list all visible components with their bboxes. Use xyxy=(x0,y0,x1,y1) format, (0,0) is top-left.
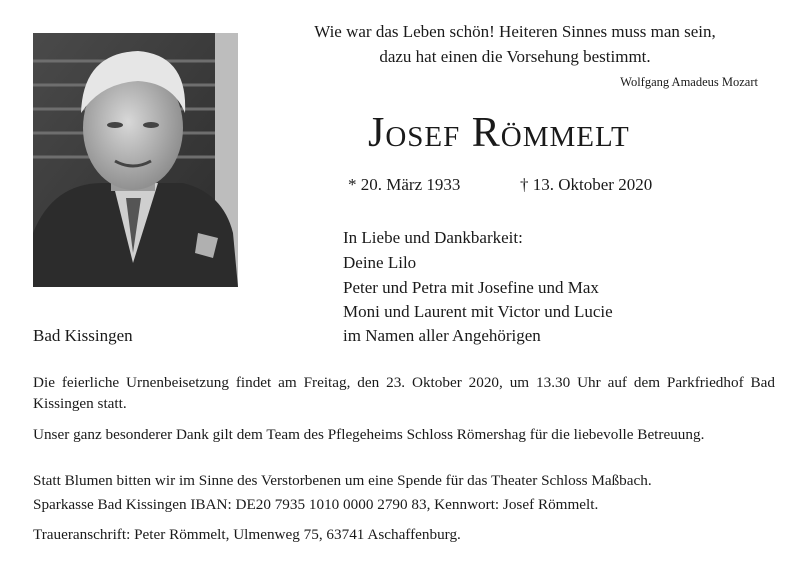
deceased-name: Josef Römmelt xyxy=(368,110,630,156)
mourning-address: Traueranschrift: Peter Römmelt, Ulmenweg 75, 63741 Aschaffenburg. xyxy=(33,526,461,543)
family-line: Peter und Petra mit Josefine und Max xyxy=(343,278,599,297)
urn-burial-notice: Die feierliche Urnenbeisetzung findet am Freitag, den 23. Oktober 2020, um 13.30 Uhr auf dem Parkfriedhof Bad Kissingen statt. xyxy=(33,374,775,412)
place-of-residence: Bad Kissingen xyxy=(33,326,133,345)
bank-details: Sparkasse Bad Kissingen IBAN: DE20 7935 1010 0000 2790 83, Kennwort: Josef Römmelt. xyxy=(33,496,599,513)
family-line: Moni und Laurent mit Victor und Lucie xyxy=(343,302,613,321)
birth-date: * 20. März 1933 xyxy=(348,175,461,194)
family-line: Deine Lilo xyxy=(343,253,417,272)
quote-line-2: dazu hat einen die Vorsehung bestimmt. xyxy=(379,47,651,66)
thanks-notice: Unser ganz besonderer Dank gilt dem Team des Pflegeheims Schloss Römershag für die liebevolle Betreuung. xyxy=(33,426,705,443)
portrait-photo xyxy=(33,33,238,287)
donation-notice: Statt Blumen bitten wir im Sinne des Verstorbenen um eine Spende für das Theater Schloss Maßbach. xyxy=(33,472,652,489)
quote-author: Wolfgang Amadeus Mozart xyxy=(620,75,758,89)
death-date: † 13. Oktober 2020 xyxy=(520,175,653,194)
family-line: im Namen aller Angehörigen xyxy=(343,326,541,345)
quote-line-1: Wie war das Leben schön! Heiteren Sinnes muss man sein, xyxy=(314,22,716,41)
family-line: In Liebe und Dankbarkeit: xyxy=(343,228,523,247)
